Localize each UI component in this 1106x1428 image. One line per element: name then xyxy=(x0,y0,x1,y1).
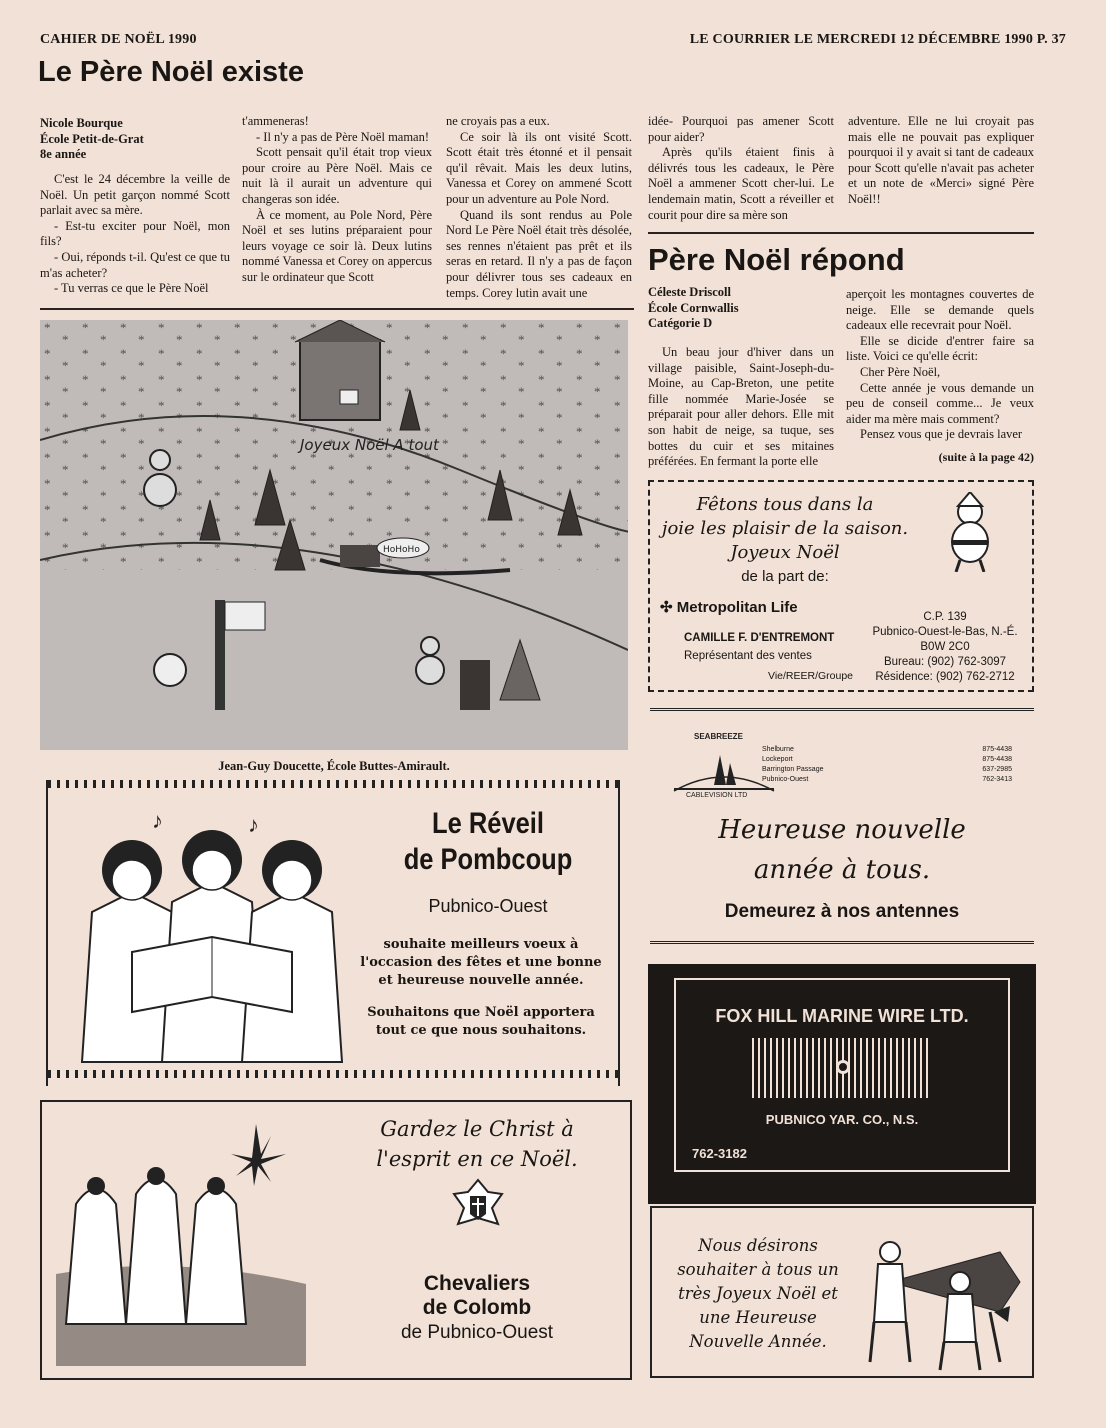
author: Nicole Bourque xyxy=(40,116,123,130)
article-byline xyxy=(648,285,834,332)
agent-address xyxy=(865,610,1025,685)
school: École Petit-de-Grat xyxy=(40,131,144,146)
location-name: Shelburne xyxy=(762,746,794,753)
location-row xyxy=(762,755,1012,765)
paragraph: - Oui, réponds t-il. Qu'est ce que tu m'as acheter? xyxy=(40,249,230,280)
wish-line: tout ce que nous souhaitons. xyxy=(375,1023,587,1038)
ad-greeting xyxy=(658,1234,858,1354)
ad-chevaliers xyxy=(40,1100,632,1380)
org-line: de Colomb xyxy=(422,1296,532,1319)
ad-seabreeze xyxy=(650,708,1034,944)
ad-lumberjack xyxy=(650,1206,1034,1378)
knights-of-columbus-emblem-icon xyxy=(452,1178,504,1234)
ad-line: année à tous. xyxy=(753,855,931,885)
choir-children-illustration xyxy=(72,802,352,1070)
location-row xyxy=(762,765,1012,775)
wish-line: Souhaitons que Noël apportera xyxy=(367,1005,595,1020)
metlife-icon: ✣ xyxy=(660,599,677,616)
article-byline xyxy=(40,116,230,163)
home-phone: Résidence: (902) 762-2712 xyxy=(875,671,1015,683)
company-phone: 762-3182 xyxy=(692,1146,747,1161)
article-title: Le Père Noël existe xyxy=(38,56,304,88)
article-column-2 xyxy=(242,114,432,286)
wish-line: et heureuse nouvelle année. xyxy=(378,973,584,988)
agent-role: Représentant des ventes xyxy=(684,650,812,662)
greeting-line: Nouvelle Année. xyxy=(689,1332,827,1351)
article-column-4 xyxy=(648,114,834,223)
ad-metlife xyxy=(648,480,1034,692)
office-phone: Bureau: (902) 762-3097 xyxy=(883,656,1007,668)
child-drawing xyxy=(40,320,628,750)
greeting-line: une Heureuse xyxy=(699,1308,817,1327)
grade: 8e année xyxy=(40,147,87,162)
metlife-brand: Metropolitan Life xyxy=(676,599,798,616)
paragraph: Un beau jour d'hiver dans un village paisible, Saint-Joseph-du-Moine, au Cap-Breton, une petite fille nommée Marie-Josée se préparait pour aller dehors. Elle mit son habit de neige, sa tuque, ses bottes du cuir et ses mitaines préférées. En fermant la porte elle xyxy=(648,345,834,469)
paragraph: Ce soir là ils ont visité Scott. Scott était très étonné et il pensait qu'il rêvait. Mais les deux lutins, Vanessa et Corey on ammené Scott pour un adventure au Pole Nord. xyxy=(446,129,632,206)
ad-foxhill xyxy=(648,964,1036,1204)
location-phone: 875-4438 xyxy=(982,756,1012,763)
location-name: Lockeport xyxy=(762,756,793,763)
address-line: Pubnico-Ouest-le-Bas, N.-É. xyxy=(872,626,1018,638)
arc-bottom-text: CABLEVISION LTD xyxy=(686,792,748,799)
school: École Cornwallis xyxy=(648,300,739,315)
title-line: Le Réveil xyxy=(432,807,544,840)
paragraph: ne croyais pas a eux. xyxy=(446,114,550,128)
section-header: CAHIER DE NOËL 1990 xyxy=(40,32,197,47)
magi-illustration xyxy=(56,1114,306,1366)
continued-note: (suite à la page 42) xyxy=(938,450,1034,464)
paragraph: Quand ils sont rendus au Pole Nord Le Père Noël était très désolée, ses rennes n'étaient pas prêt et ils seras en retard. Il n'y a pas de façon pour délivrer tous ses cadeaux en temps. Corey lutin avait une xyxy=(446,207,632,300)
wire-mesh-graphic xyxy=(752,1038,932,1098)
wish-line: souhaite meilleurs voeux à xyxy=(383,937,579,952)
drawing-illustration xyxy=(40,320,628,750)
location-phone: 875-4438 xyxy=(982,746,1012,753)
santa-icon xyxy=(940,492,1000,572)
paragraph: - Est-tu exciter pour Noël, mon fils? xyxy=(40,218,230,249)
drawing-text: Joyeux Noël A tout xyxy=(300,436,439,454)
paragraph: Pensez vous que je devrais laver xyxy=(860,427,1023,442)
paragraph: adventure. Elle ne lui croyait pas mais elle ne pouvait pas expliquer pourquoi il y avait si tant de cadeaux pour Scott qu'elle n'avait pas acheter et un note de «Merci» signé Père Noël!! xyxy=(848,114,1034,206)
slogan-line: l'esprit en ce Noël. xyxy=(376,1147,578,1171)
address-line: C.P. 139 xyxy=(923,611,967,623)
arc-top-text: SEABREEZE xyxy=(694,732,743,741)
paragraph: Elle se dicide d'entrer faire sa liste. Voici ce qu'elle écrit: xyxy=(846,333,1034,364)
paragraph: t'ammeneras! xyxy=(242,114,309,128)
ad-line: Heureuse nouvelle xyxy=(718,815,966,845)
paragraph: - Tu verras ce que le Père Noël xyxy=(54,281,209,296)
paragraph: aperçoit les montagnes couvertes de neige. Elle se demande quels cadeaux elle recevrait pour Noël. xyxy=(846,287,1034,333)
author: Céleste Driscoll xyxy=(648,285,731,299)
agent-name: CAMILLE F. D'ENTREMONT xyxy=(684,632,835,644)
sign-text: HoHoHo xyxy=(383,545,420,555)
grade: Catégorie D xyxy=(648,316,713,331)
location-phone: 762-3413 xyxy=(982,776,1012,783)
paragraph: À ce moment, au Pole Nord, Père Noël et ses lutins préparaient pour leurs voyage ce soir là. Deux lutins nommé Vanessa et Corey on appercus sur le ordinateur que Scott xyxy=(242,207,432,284)
postal-code: B0W 2C0 xyxy=(920,641,970,653)
paragraph: Cette année je vous demande un peu de conseil comme... Je veux aider ma mère mais comment? xyxy=(846,380,1034,426)
place: Pubnico-Ouest xyxy=(428,896,548,916)
paragraph: C'est le 24 décembre la veille de Noël. Un petit garçon nommé Scott parlait avec sa mère. xyxy=(40,172,230,218)
location-name: Barrington Passage xyxy=(762,766,824,773)
metlife-logo xyxy=(660,598,798,616)
paper-title xyxy=(378,806,599,878)
greeting-line: souhaiter à tous un xyxy=(677,1260,839,1279)
newspaper-header: LE COURRIER LE MERCREDI 12 DÉCEMBRE 1990 P. 37 xyxy=(689,32,1066,47)
paragraph: idée- Pourquoi pas amener Scott pour aider? xyxy=(648,114,834,144)
ornament-border xyxy=(48,780,618,788)
company-address: PUBNICO YAR. CO., N.S. xyxy=(765,1112,919,1127)
greeting-line: très Joyeux Noël et xyxy=(678,1284,838,1303)
svg-text:♪: ♪ xyxy=(152,808,163,833)
company-name: FOX HILL MARINE WIRE LTD. xyxy=(715,1006,969,1026)
article-title: Père Noël répond xyxy=(648,242,905,277)
ad-line: Joyeux Noël xyxy=(730,542,840,563)
location-row xyxy=(762,745,1012,755)
location-list xyxy=(762,745,1012,785)
paragraph: Après qu'ils étaient finis à délivrés tous les cadeaux, le Père Noël a ammener Scott cher-lui. Le lendemain matin, Scott a réveiller et courit pour dire sa mère son xyxy=(648,145,834,222)
greeting-line: Nous désirons xyxy=(698,1236,818,1255)
tree-carriers-illustration xyxy=(850,1222,1028,1372)
location-name: Pubnico-Ouest xyxy=(762,776,809,783)
article-column-1 xyxy=(40,172,230,297)
products: Vie/REER/Groupe xyxy=(768,670,854,682)
drawing-caption: Jean-Guy Doucette, École Buttes-Amirault. xyxy=(218,759,450,773)
ad-line: de la part de: xyxy=(741,568,829,585)
article-column-1 xyxy=(648,345,834,470)
organization-name xyxy=(332,1272,622,1320)
wish-text xyxy=(344,936,618,1040)
ad-line: Fêtons tous dans la xyxy=(696,494,874,515)
mesh-hole-icon xyxy=(836,1060,850,1074)
slogan-line: Gardez le Christ à xyxy=(380,1117,574,1141)
divider xyxy=(40,308,634,310)
ad-line: joie les plaisir de la saison. xyxy=(661,518,909,539)
ornament-border xyxy=(48,1070,618,1078)
organization-place: de Pubnico-Ouest xyxy=(400,1322,554,1343)
ad-slogan xyxy=(332,1114,622,1174)
ad-reveil xyxy=(46,780,620,1086)
org-line: Chevaliers xyxy=(423,1272,531,1295)
title-line: de Pombcoup xyxy=(403,843,573,876)
article-column-3 xyxy=(446,114,632,301)
paragraph: Cher Père Noël, xyxy=(860,364,941,379)
divider xyxy=(648,232,1034,234)
paragraph: - Il n'y a pas de Père Noël maman! xyxy=(256,129,430,144)
wish-line: l'occasion des fêtes et une bonne xyxy=(360,955,602,970)
location-phone: 637-2985 xyxy=(982,766,1012,773)
paragraph: Scott pensait qu'il était trop vieux pour croire au Père Noël. Mais ce nuit là il aurait un adventure qui changeras son idée. xyxy=(242,145,432,206)
svg-text:♪: ♪ xyxy=(248,812,259,837)
article-column-5 xyxy=(848,114,1034,208)
article-column-2 xyxy=(846,287,1034,443)
tagline: Demeurez à nos antennes xyxy=(724,901,960,922)
location-row xyxy=(762,775,1012,785)
